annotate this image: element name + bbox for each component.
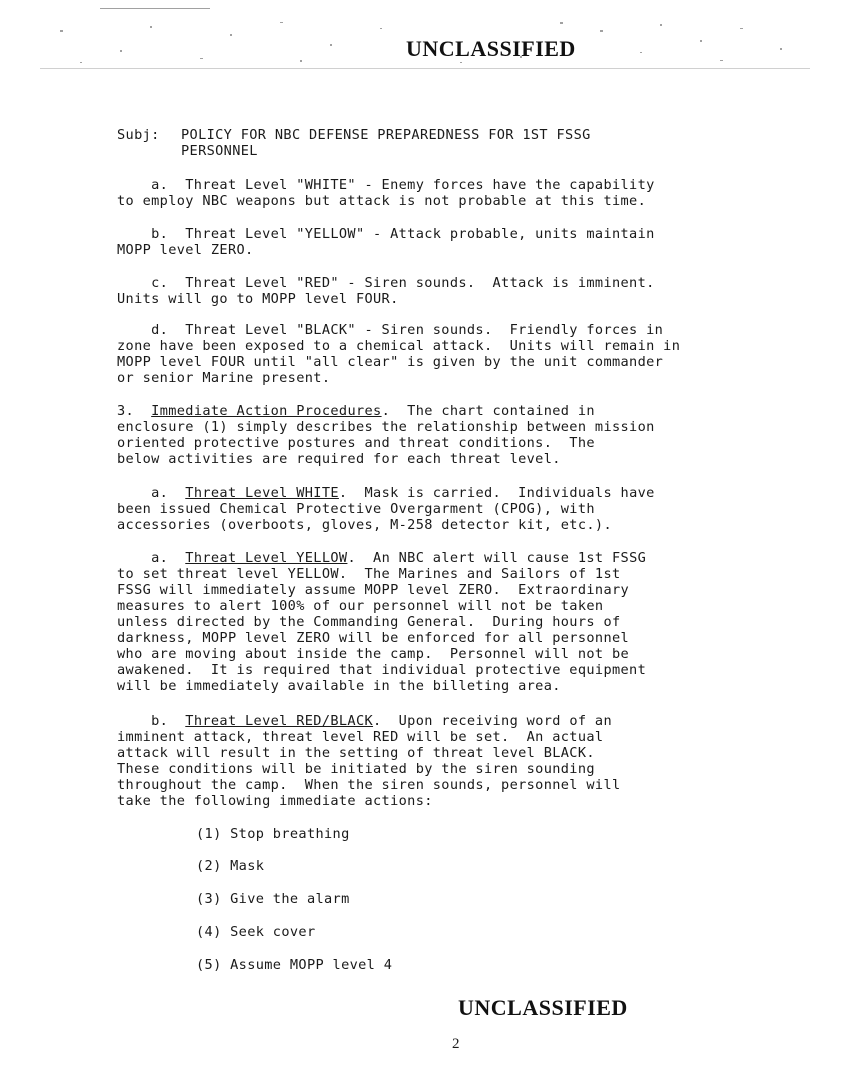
para-yellow-line: awakened. It is required that individual protective equipment (117, 662, 647, 678)
para-lead: b. (117, 713, 186, 729)
threat-yellow-line: b. Threat Level "YELLOW" - Attack probable, units maintain (117, 226, 655, 242)
para-white-line: accessories (overboots, gloves, M-258 detector kit, etc.). (117, 517, 612, 533)
threat-red-line: Units will go to MOPP level FOUR. (117, 291, 399, 307)
classification-footer: UNCLASSIFIED (458, 995, 628, 1020)
para-yellow-line: measures to alert 100% of our personnel will not be taken (117, 598, 604, 614)
section-3-line: enclosure (1) simply describes the relationship between mission (117, 419, 655, 435)
para-yellow-heading: Threat Level YELLOW (185, 550, 348, 566)
action-item: (2) Mask (196, 858, 265, 874)
section-number: 3. (117, 403, 135, 419)
section-3-line: below activities are required for each threat level. (117, 451, 561, 467)
threat-black-line: d. Threat Level "BLACK" - Siren sounds. Friendly forces in (117, 322, 664, 338)
para-white-line: been issued Chemical Protective Overgarment (CPOG), with (117, 501, 595, 517)
para-redblack-line: throughout the camp. When the siren sounds, personnel will (117, 777, 621, 793)
threat-white-line: a. Threat Level "WHITE" - Enemy forces have the capability (117, 177, 655, 193)
para-yellow-heading-line (117, 550, 646, 566)
para-redblack-line: take the following immediate actions: (117, 793, 433, 809)
action-item: (3) Give the alarm (196, 891, 350, 907)
subject-line-1: POLICY FOR NBC DEFENSE PREPAREDNESS FOR 1ST FSSG (181, 127, 591, 143)
para-yellow-line: unless directed by the Commanding General. During hours of (117, 614, 621, 630)
para-yellow-line: who are moving about inside the camp. Personnel will not be (117, 646, 630, 662)
section-3-heading-line (117, 403, 595, 419)
section-heading: Immediate Action Procedures (151, 403, 382, 419)
para-yellow-line: FSSG will immediately assume MOPP level ZERO. Extraordinary (117, 582, 630, 598)
para-white-heading-line (117, 485, 655, 501)
threat-black-line: MOPP level FOUR until "all clear" is given by the unit commander (117, 354, 664, 370)
para-text: . An NBC alert will cause 1st FSSG (347, 550, 647, 566)
para-redblack-heading-line (117, 713, 612, 729)
para-text: . Mask is carried. Individuals have (338, 485, 655, 501)
para-yellow-line: will be immediately available in the billeting area. (117, 678, 561, 694)
para-white-heading: Threat Level WHITE (185, 485, 339, 501)
threat-white-line: to employ NBC weapons but attack is not probable at this time. (117, 193, 647, 209)
para-redblack-heading: Threat Level RED/BLACK (185, 713, 374, 729)
action-item: (5) Assume MOPP level 4 (196, 957, 393, 973)
para-redblack-line: attack will result in the setting of threat level BLACK. (117, 745, 595, 761)
para-redblack-line: These conditions will be initiated by the siren sounding (117, 761, 595, 777)
threat-yellow-line: MOPP level ZERO. (117, 242, 254, 258)
para-text: . Upon receiving word of an (373, 713, 613, 729)
threat-black-line: or senior Marine present. (117, 370, 331, 386)
threat-red-line: c. Threat Level "RED" - Siren sounds. Attack is imminent. (117, 275, 655, 291)
para-redblack-line: imminent attack, threat level RED will be set. An actual (117, 729, 604, 745)
section-3-line: oriented protective postures and threat conditions. The (117, 435, 595, 451)
para-lead: a. (117, 550, 186, 566)
subject-line-2: PERSONNEL (181, 143, 258, 159)
threat-black-line: zone have been exposed to a chemical attack. Units will remain in (117, 338, 681, 354)
subject-label: Subj: (117, 127, 160, 143)
action-item: (1) Stop breathing (196, 826, 350, 842)
para-yellow-line: to set threat level YELLOW. The Marines and Sailors of 1st (117, 566, 621, 582)
para-lead: a. (117, 485, 186, 501)
classification-header: UNCLASSIFIED (406, 36, 576, 61)
action-item: (4) Seek cover (196, 924, 316, 940)
section-text: . The chart contained in (381, 403, 595, 419)
para-yellow-line: darkness, MOPP level ZERO will be enforced for all personnel (117, 630, 630, 646)
page-number: 2 (452, 1036, 460, 1052)
